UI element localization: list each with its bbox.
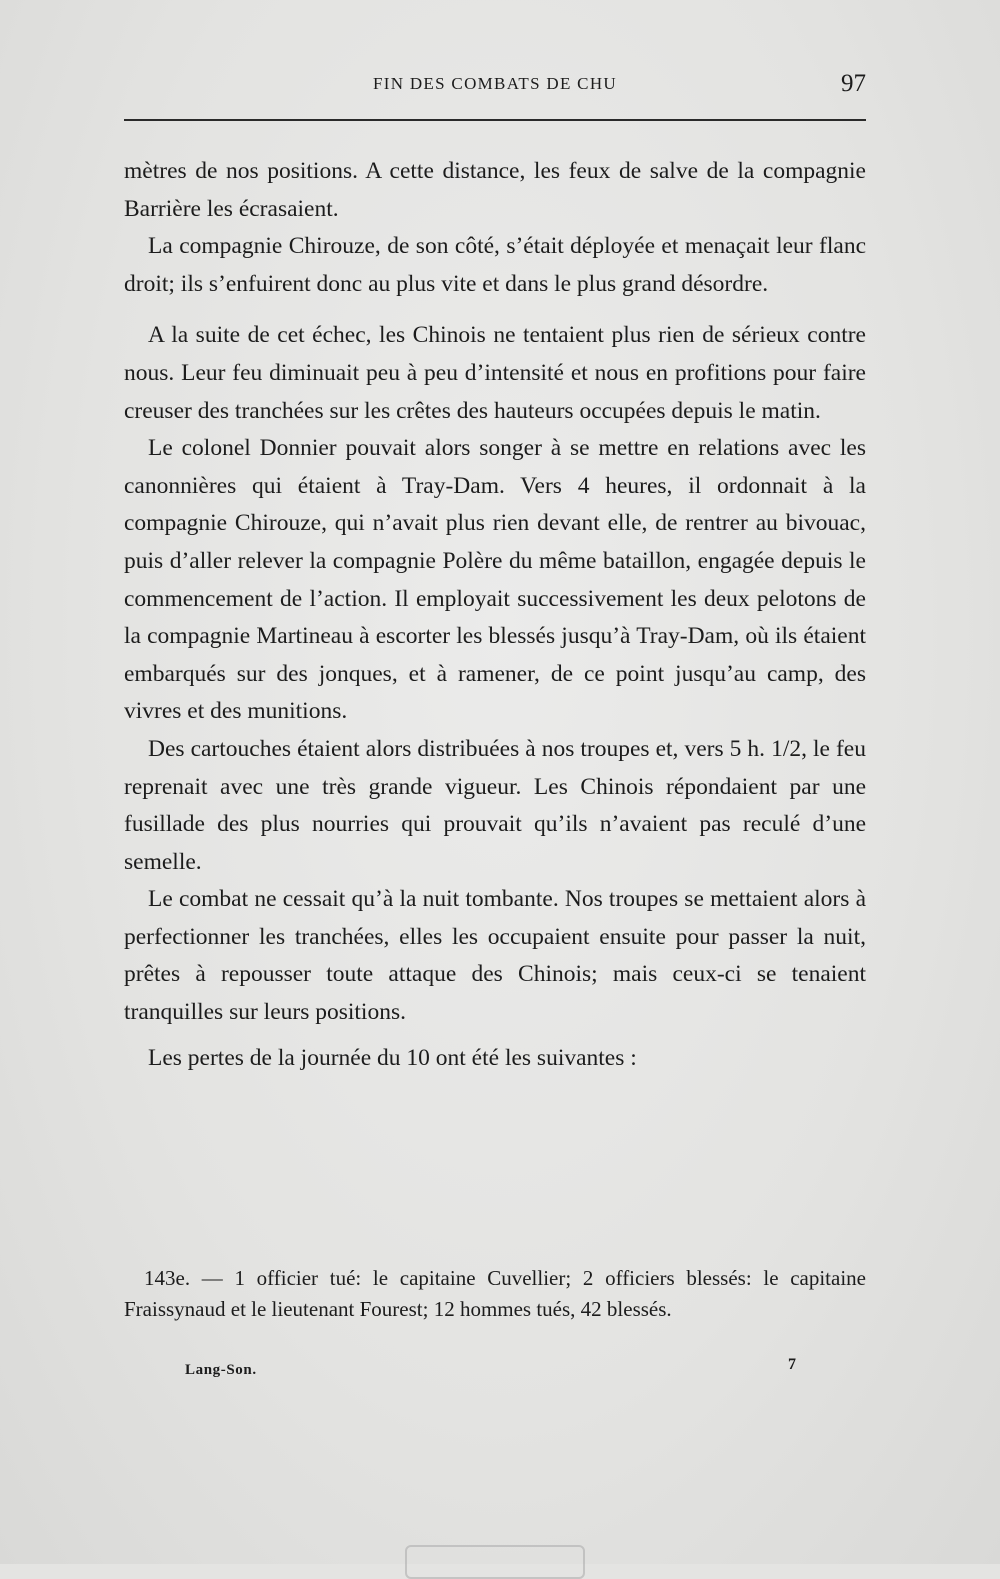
paragraph-2: La compagnie Chirouze, de son côté, s’était déployée et menaçait leur flanc droit; ils s’enfuirent donc au plus vite et dans le plus grand désordre. (124, 233, 866, 297)
footnote: 143e. — 1 officier tué: le capitaine Cuvellier; 2 officiers blessés: le capitaine Fraissynaud et le lieutenant Fourest; 12 hommes tués, 42 blessés. (124, 1266, 866, 1321)
paragraph-3: A la suite de cet échec, les Chinois ne tentaient plus rien de sérieux contre nous. Leur feu diminuait peu à peu d’intensité et nous en profitions pour faire creuser des tranchées sur les crêtes des hauteurs occupées depuis le matin. (124, 322, 866, 424)
paragraph-1: mètres de nos positions. A cette distance, les feux de salve de la compagnie Barrière les écrasaient. (124, 158, 866, 222)
paragraph-7: Les pertes de la journée du 10 ont été les suivantes : (148, 1044, 637, 1071)
header-rule (124, 119, 866, 121)
page-header (124, 70, 866, 100)
paragraph-4: Le colonel Donnier pouvait alors songer à se mettre en relations avec les canonnières qui étaient à Tray-Dam. Vers 4 heures, il ordonnait à la compagnie Chirouze, qui n’avait plus rien devant elle, de rentrer au bivouac, puis d’aller relever la compagnie Polère du même bataillon, engagée depuis le commencement de l’action. Il employait successivement les deux pelotons de la compagnie Martineau à escorter les blessés jusqu’à Tray-Dam, où ils étaient embarqués sur des jonques, et à ramener, de ce point jusqu’au camp, des vivres et des munitions. (124, 435, 866, 725)
bleed-through-stamp (405, 1545, 585, 1579)
paragraph-5: Des cartouches étaient alors distribuées à nos troupes et, vers 5 h. 1/2, le feu reprenait avec une très grande vigueur. Les Chinois répondaient par une fusillade des plus nourries qui prouvait qu’ils n’avaient pas reculé d’une semelle. (124, 735, 866, 875)
paragraph-6: Le combat ne cessait qu’à la nuit tombante. Nos troupes se mettaient alors à perfectionner les tranchées, elles les occupaient ensuite pour passer la nuit, prêtes à repousser toute attaque des Chinois; mais ceux-ci se tenaient tranquilles sur leurs positions. (124, 886, 866, 1026)
signature-mark: Lang-Son. (185, 1362, 257, 1378)
running-title: FIN DES COMBATS DE CHU (373, 74, 617, 93)
body-text (124, 153, 866, 1077)
sheet-number: 7 (788, 1356, 796, 1373)
page-number: 97 (841, 70, 866, 97)
